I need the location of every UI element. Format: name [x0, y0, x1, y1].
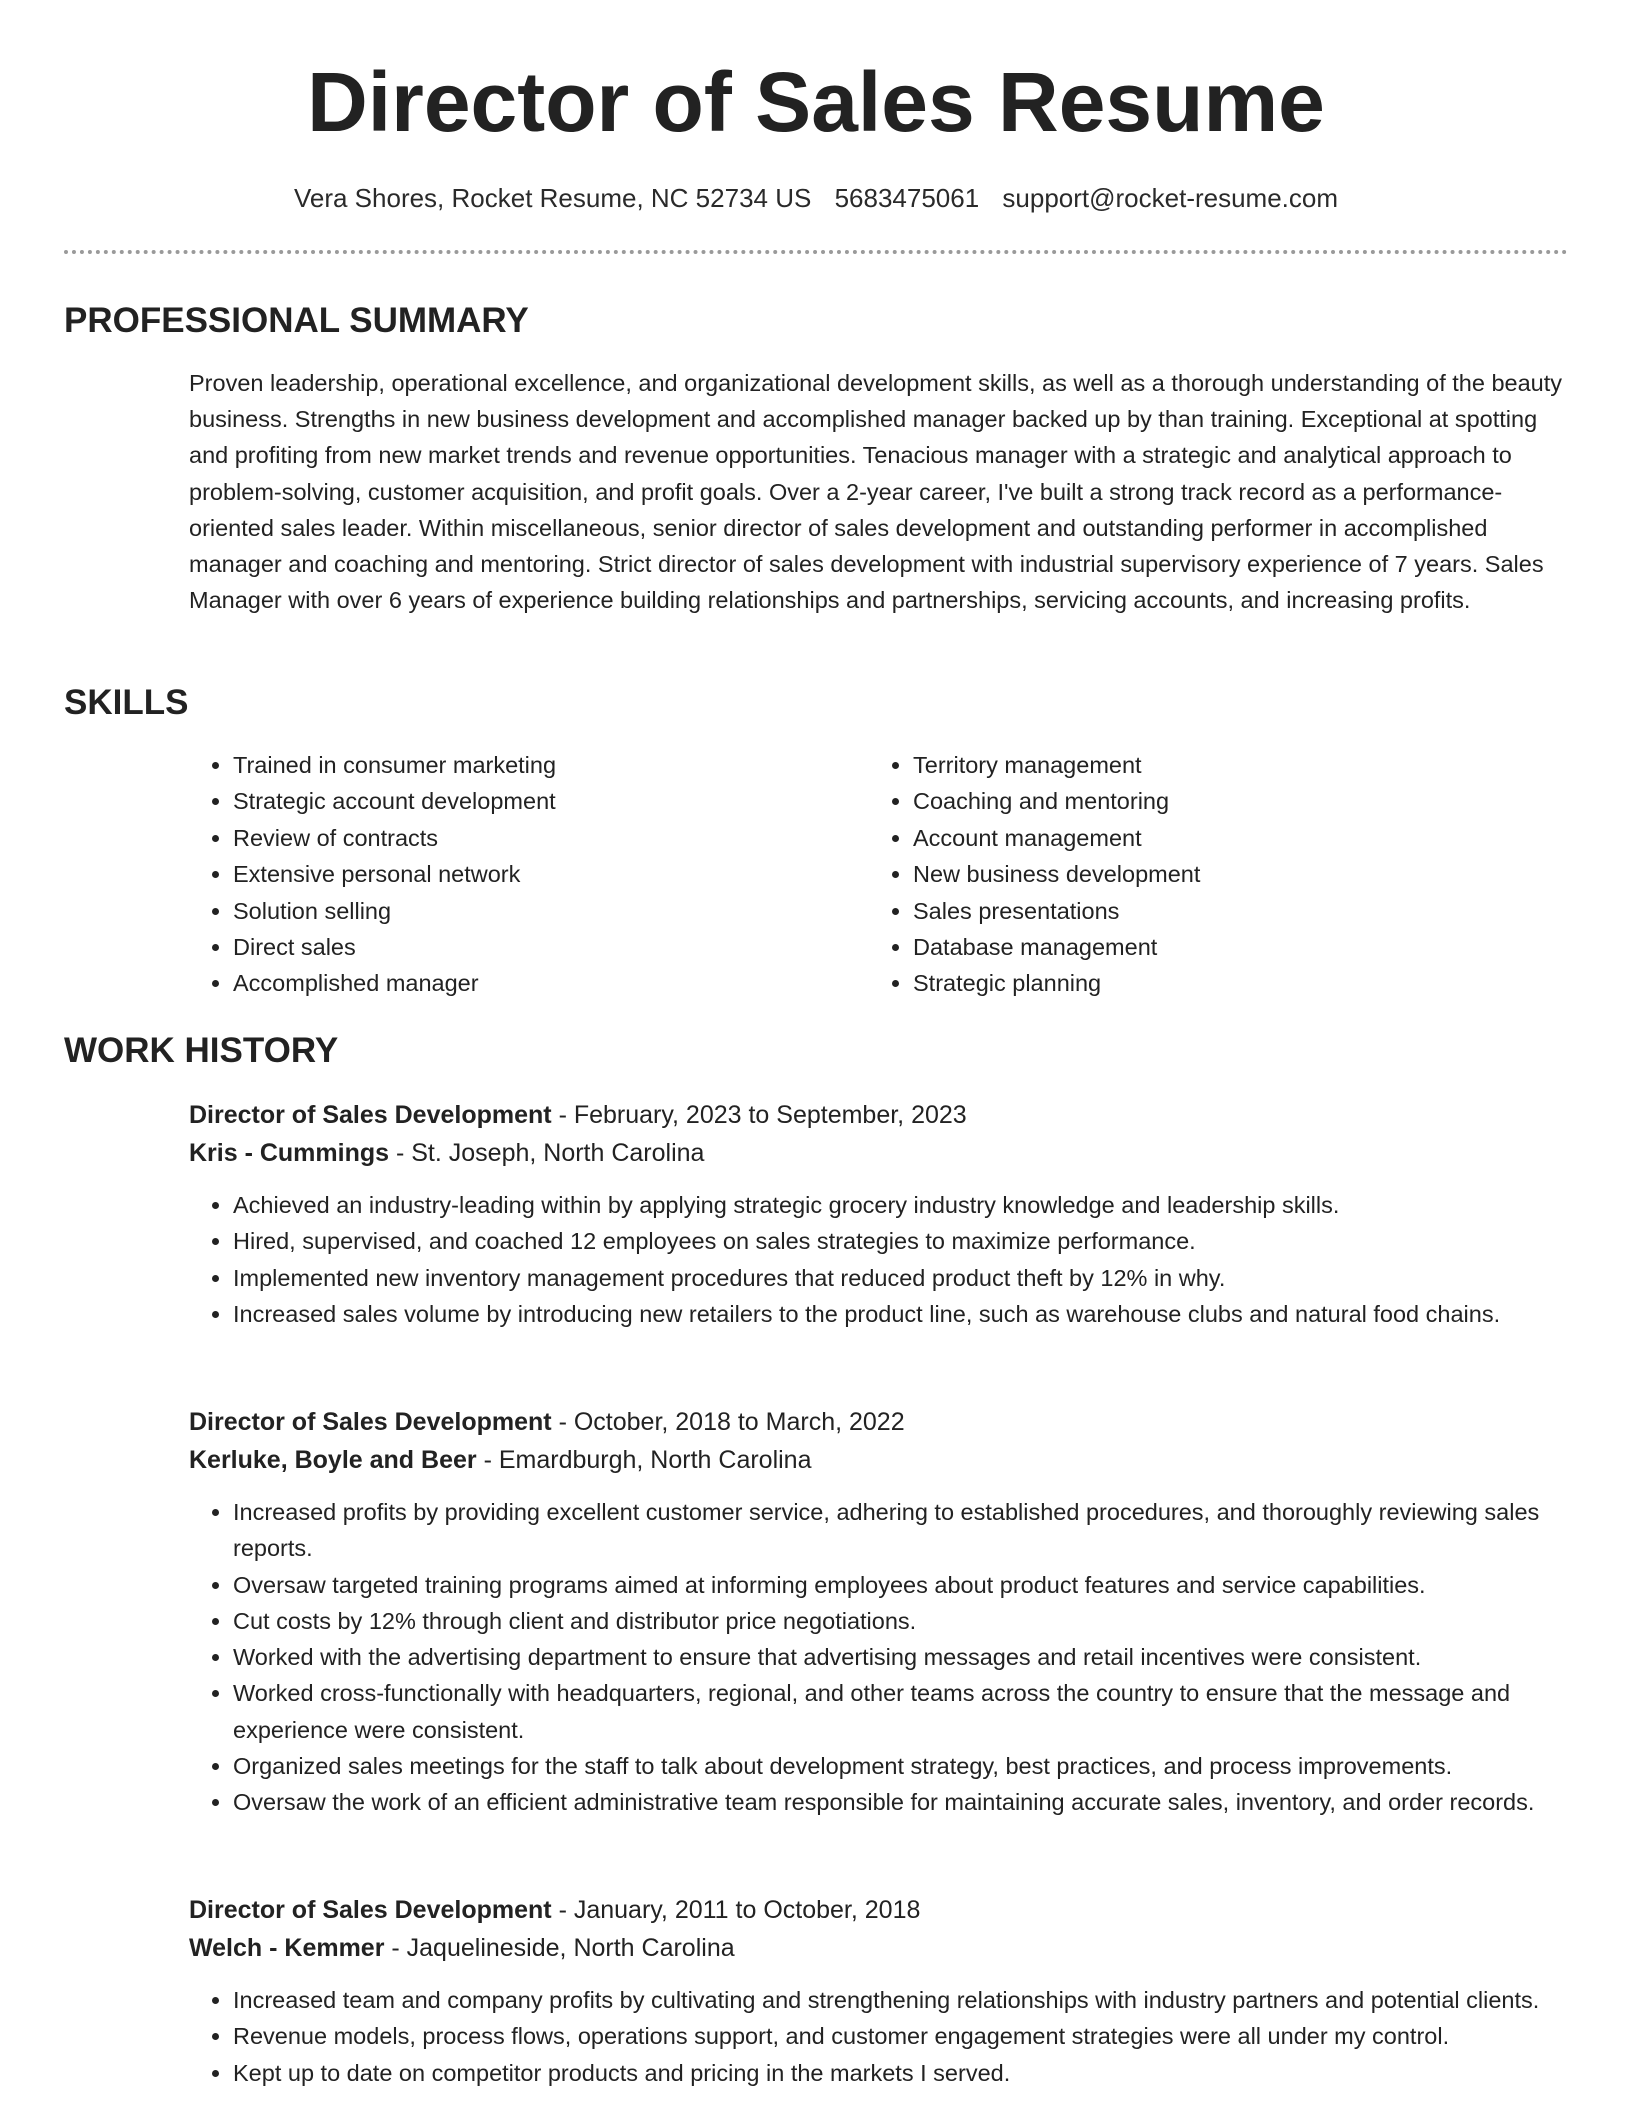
job-dates: - January, 2011 to October, 2018	[551, 1896, 921, 1924]
job-bullet: • Implemented new inventory management procedures that reduced product theft by 12% in why.	[233, 1260, 1571, 1296]
job-bullet: • Cut costs by 12% through client and distributor price negotiations.	[233, 1603, 1571, 1639]
job-company-line	[189, 1441, 1571, 1479]
summary-text: Proven leadership, operational excellence, and organizational development skills, as well as a thorough understanding of the beauty business. Strengths in new business development and accomplished manager backed up by than training. Exceptional at spotting and profiting from new market trends and revenue opportunities. Tenacious manager with a strategic and analytical approach to problem-solving, customer acquisition, and profit goals. Over a 2-year career, I've built a strong track record as a performance-oriented sales leader. Within miscellaneous, senior director of sales development and outstanding performer in accomplished manager and coaching and mentoring. Strict director of sales development with industrial supervisory experience of 7 years. Sales Manager with over 6 years of experience building relationships and partnerships, servicing accounts, and increasing profits.	[189, 370, 1563, 614]
skill-item: • Sales presentations	[913, 893, 1553, 929]
job-entry	[189, 1096, 1571, 1332]
skill-item: • Trained in consumer marketing	[233, 747, 869, 783]
job-title-line	[189, 1403, 1571, 1441]
job-dates: - February, 2023 to September, 2023	[551, 1101, 967, 1129]
skill-item: • Extensive personal network	[233, 856, 869, 892]
header-divider	[64, 250, 1568, 254]
job-bullet: • Increased profits by providing excellent customer service, adhering to established procedures, and thoroughly reviewing sales reports.	[233, 1494, 1571, 1567]
job-bullet: • Oversaw the work of an efficient administrative team responsible for maintaining accurate sales, inventory, and order records.	[233, 1784, 1571, 1820]
job-bullets	[189, 1494, 1571, 1821]
skills-column-left	[189, 747, 869, 1002]
job-bullet: • Increased team and company profits by cultivating and strengthening relationships with industry partners and potential clients.	[233, 1982, 1571, 2018]
job-bullet: • Organized sales meetings for the staff to talk about development strategy, best practices, and process improvements.	[233, 1748, 1571, 1784]
job-company: Kris - Cummings	[189, 1139, 390, 1167]
job-dates: - October, 2018 to March, 2022	[551, 1408, 905, 1436]
skill-item: • New business development	[913, 856, 1553, 892]
job-bullet: • Worked cross-functionally with headquarters, regional, and other teams across the country to ensure that the message and experience were consistent.	[233, 1675, 1571, 1748]
job-bullet: • Achieved an industry-leading within by applying strategic grocery industry knowledge and leadership skills.	[233, 1187, 1571, 1223]
skills-heading: SKILLS	[64, 683, 189, 722]
job-title: Director of Sales Development	[189, 1408, 552, 1436]
skill-item: • Strategic planning	[913, 965, 1553, 1001]
job-company-line	[189, 1929, 1571, 1967]
skill-item: • Database management	[913, 929, 1553, 965]
skill-item: • Coaching and mentoring	[913, 783, 1553, 819]
contact-address: Vera Shores, Rocket Resume, NC 52734 US	[293, 183, 812, 213]
job-entry	[189, 1891, 1571, 2091]
summary-heading: PROFESSIONAL SUMMARY	[64, 301, 529, 340]
job-bullet: • Revenue models, process flows, operations support, and customer engagement strategies were all under my control.	[233, 2018, 1571, 2054]
job-title: Director of Sales Development	[189, 1896, 552, 1924]
job-bullets	[189, 1982, 1571, 2091]
job-entry	[189, 1403, 1571, 1821]
contact-email: support@rocket-resume.com	[1002, 183, 1339, 213]
resume-title: Director of Sales Resume	[307, 55, 1325, 149]
job-bullets	[189, 1187, 1571, 1332]
skills-column-right	[869, 747, 1553, 1002]
skill-item: • Account management	[913, 820, 1553, 856]
job-bullet: • Oversaw targeted training programs aimed at informing employees about product features and service capabilities.	[233, 1567, 1571, 1603]
job-title-line	[189, 1891, 1571, 1929]
job-location: - St. Joseph, North Carolina	[389, 1139, 705, 1167]
job-company-line	[189, 1134, 1571, 1172]
job-bullet: • Worked with the advertising department to ensure that advertising messages and retail incentives were consistent.	[233, 1639, 1571, 1675]
work-history-heading: WORK HISTORY	[64, 1031, 339, 1070]
skill-item: • Strategic account development	[233, 783, 869, 819]
job-bullet: • Increased sales volume by introducing new retailers to the product line, such as warehouse clubs and natural food chains.	[233, 1296, 1571, 1332]
job-location: - Emardburgh, North Carolina	[476, 1446, 812, 1474]
job-bullet: • Kept up to date on competitor products and pricing in the markets I served.	[233, 2055, 1571, 2091]
skill-item: • Territory management	[913, 747, 1553, 783]
job-title: Director of Sales Development	[189, 1101, 552, 1129]
job-company: Kerluke, Boyle and Beer	[189, 1446, 477, 1474]
contact-phone: 5683475061	[834, 183, 980, 213]
job-company: Welch - Kemmer	[189, 1934, 385, 1962]
skill-item: • Accomplished manager	[233, 965, 869, 1001]
skill-item: • Direct sales	[233, 929, 869, 965]
job-location: - Jaquelineside, North Carolina	[384, 1934, 735, 1962]
skill-item: • Solution selling	[233, 893, 869, 929]
skills-list	[189, 747, 1571, 1002]
skill-item: • Review of contracts	[233, 820, 869, 856]
contact-line	[0, 181, 1632, 215]
job-title-line	[189, 1096, 1571, 1134]
job-bullet: • Hired, supervised, and coached 12 employees on sales strategies to maximize performance.	[233, 1223, 1571, 1259]
